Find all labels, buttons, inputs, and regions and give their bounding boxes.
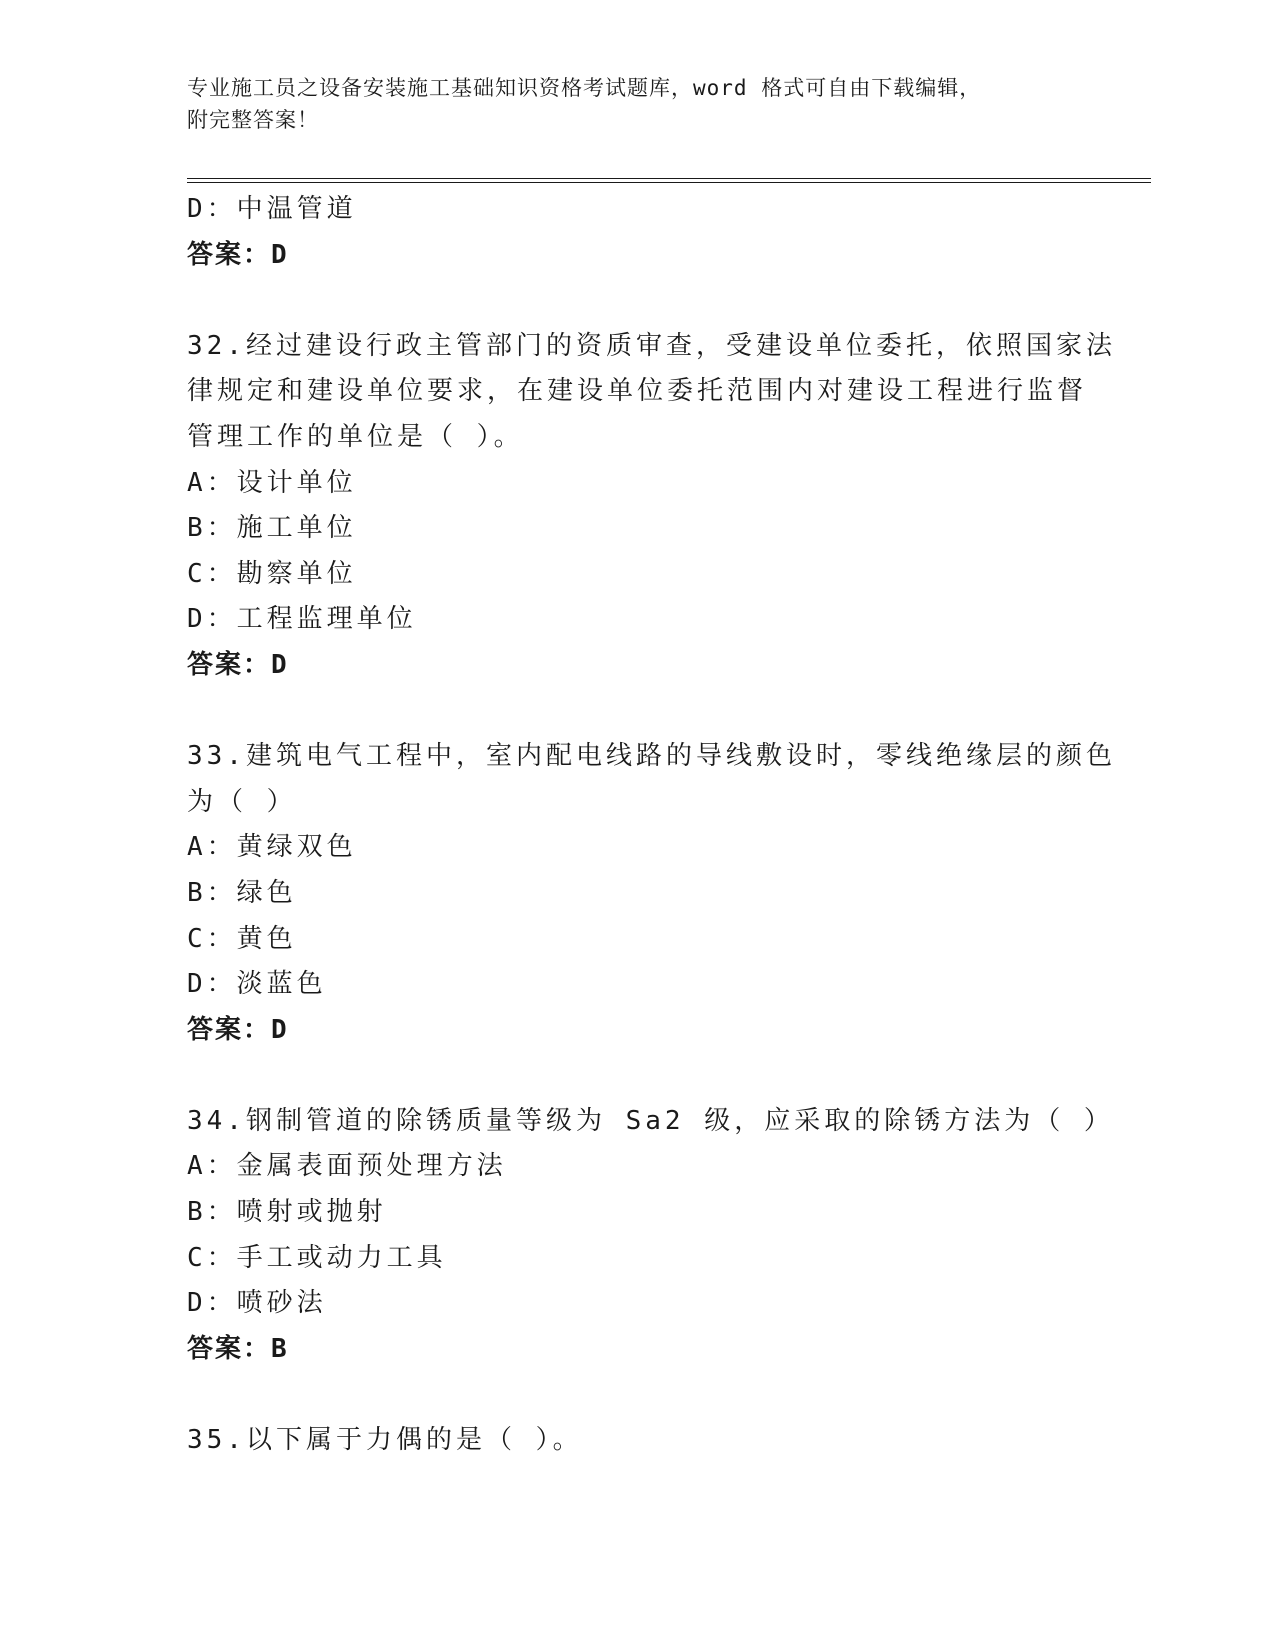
question-34	[187, 1099, 1114, 1373]
option-c: C：黄色	[187, 923, 297, 954]
header-rule-top	[187, 178, 1151, 179]
header-line-1: 专业施工员之设备安装施工基础知识资格考试题库，word 格式可自由下载编辑，	[187, 76, 982, 100]
option-c: C：手工或动力工具	[187, 1242, 447, 1273]
question-text-line: 34.钢制管道的除锈质量等级为 Sa2 级，应采取的除锈方法为（ ）	[187, 1105, 1114, 1136]
option-b: B：绿色	[187, 877, 297, 908]
question-text-line: 律规定和建设单位要求，在建设单位委托范围内对建设工程进行监督	[187, 376, 1088, 407]
spacer	[187, 689, 1087, 735]
option-b: B：施工单位	[187, 513, 357, 544]
question-text-line: 32.经过建设行政主管部门的资质审查，受建设单位委托，依照国家法	[187, 330, 1116, 361]
document-body	[187, 187, 1116, 1464]
option-d: D：中温管道	[187, 194, 357, 224]
question-35	[187, 1418, 1087, 1464]
question-32	[187, 324, 1116, 689]
spacer	[187, 278, 1087, 324]
option-d: D：工程监理单位	[187, 604, 417, 635]
option-d: D：淡蓝色	[187, 969, 327, 1000]
option-c: C：勘察单位	[187, 558, 357, 589]
option-a: A：黄绿双色	[187, 832, 357, 863]
answer-line: 答案：B	[187, 1333, 289, 1364]
question-text-line: 33.建筑电气工程中，室内配电线路的导线敷设时，零线绝缘层的颜色	[187, 741, 1116, 772]
option-d: D：喷砂法	[187, 1288, 327, 1319]
header-rule-bottom	[187, 182, 1151, 183]
question-text-line: 为（ ）	[187, 786, 297, 817]
spacer	[187, 1053, 1087, 1099]
answer-line: 答案：D	[187, 1014, 289, 1045]
question-text-line: 管理工作的单位是（ ）。	[187, 421, 524, 452]
option-a: A：金属表面预处理方法	[187, 1151, 507, 1182]
question-33	[187, 734, 1116, 1053]
answer-line: 答案：D	[187, 649, 289, 680]
spacer	[187, 1372, 1087, 1418]
option-b: B：喷射或抛射	[187, 1197, 387, 1228]
answer-line: 答案：D	[187, 239, 289, 270]
header-line-2: 附完整答案！	[187, 108, 319, 132]
document-header	[187, 72, 1087, 136]
question-text-line: 35.以下属于力偶的是（ ）。	[187, 1425, 583, 1456]
option-a: A：设计单位	[187, 467, 357, 498]
